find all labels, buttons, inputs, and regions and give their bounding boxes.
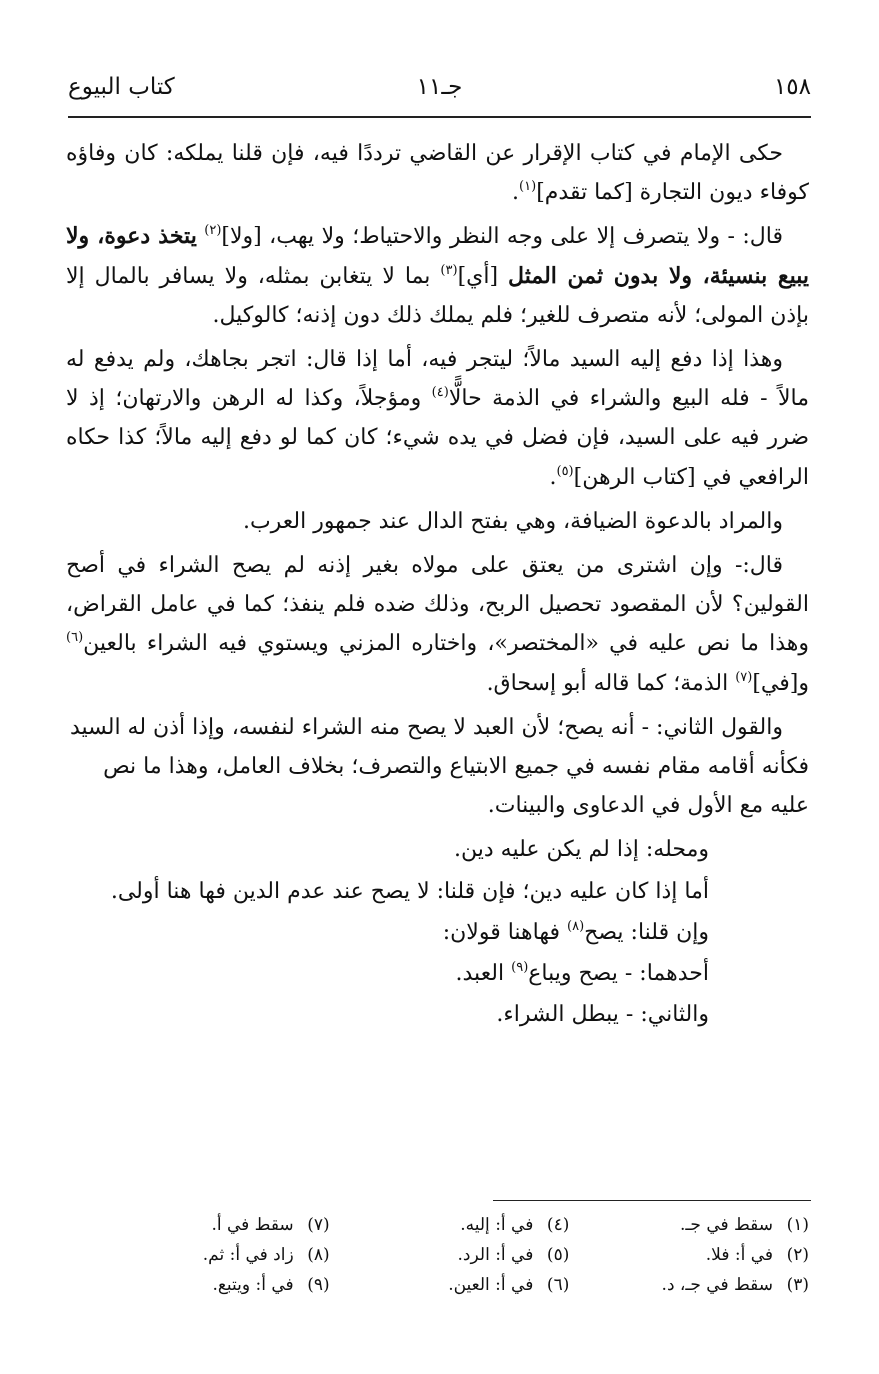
footnote xyxy=(609,1242,809,1268)
text-run: قال: - ولا يتصرف إلا على وجه النظر والاحتياط؛ ولا يهب، [ولا] xyxy=(221,224,784,250)
footnote xyxy=(609,1272,809,1298)
paragraph xyxy=(66,502,809,541)
footnote-number: (٧) xyxy=(307,1215,330,1235)
footnote xyxy=(130,1242,330,1268)
text-run: ومحله: إذا لم يكن عليه دين. xyxy=(454,837,709,863)
footnote-marker: (٢) xyxy=(204,223,222,239)
footnote-number: (٢) xyxy=(786,1245,809,1265)
footnotes xyxy=(130,1212,809,1298)
text-run: والثاني: - يبطل الشراء. xyxy=(496,1002,709,1028)
text-run: ومؤجلاً، وكذا له الرهن والارتهان؛ إذ لا ضرر فيه على السيد، فإن فضل في يده شيء؛ كان كما لو دفع إليه مالاً؛ كذا حكاه الرافعي في [كتاب الرهن] xyxy=(66,386,809,490)
bold-text: يتخذ دعوة، ولا يبيع بنسيئة، ولا بدون ثمن المثل xyxy=(66,223,809,289)
book-title: كتاب البيوع xyxy=(68,74,175,100)
footnote-marker: (٥) xyxy=(556,463,574,479)
body-text xyxy=(66,134,809,1036)
footnote-marker: (٧) xyxy=(735,669,753,685)
footnote-text: في أ: الرد. xyxy=(457,1245,534,1265)
footnote-number: (٦) xyxy=(546,1275,570,1295)
text-run: [أي] xyxy=(457,263,509,289)
footnote-number: (٥) xyxy=(546,1245,570,1265)
paragraph xyxy=(66,340,809,497)
text-run: العبد. xyxy=(455,961,512,987)
footnote xyxy=(370,1212,570,1238)
text-run: حكى الإمام في كتاب الإقرار عن القاضي ترددًا فيه، فإن قلنا يملكه: كان وفاؤه كوفاء ديون التجارة [كما تقدم] xyxy=(66,141,809,206)
footnote xyxy=(130,1212,330,1238)
footnote xyxy=(370,1242,570,1268)
text-run: والمراد بالدعوة الضيافة، وهي بفتح الدال عند جمهور العرب. xyxy=(242,508,783,534)
text-run: أحدهما: - يصح ويباع xyxy=(528,961,709,987)
text-run: فهاهنا قولان: xyxy=(442,919,568,945)
footnote-number: (٤) xyxy=(546,1215,570,1235)
paragraph xyxy=(66,217,809,335)
paragraph xyxy=(66,830,809,869)
footnote-number: (٣) xyxy=(786,1275,809,1295)
text-run: بما لا يتغابن بمثله، ولا يسافر بالمال إلا بإذن المولى؛ لأنه متصرف للغير؛ فلم يملك ذلك دون إذنه؛ كالوكيل. xyxy=(66,263,809,328)
footnote-text: زاد في أ: ثم. xyxy=(202,1245,294,1265)
footnote-marker: (٦) xyxy=(66,630,84,646)
footnote-marker: (٤) xyxy=(431,385,449,401)
volume-label: جـ١١ xyxy=(416,74,463,100)
paragraph xyxy=(66,913,809,952)
text-run: . xyxy=(512,180,520,206)
text-run: الذمة؛ كما قاله أبو إسحاق. xyxy=(486,670,736,696)
footnote xyxy=(370,1272,570,1298)
footnote-number: (٨) xyxy=(307,1245,330,1265)
footnote-marker: (٨) xyxy=(567,918,585,934)
text-run: . xyxy=(549,464,557,490)
paragraph xyxy=(66,954,809,993)
footnote-text: سقط في أ. xyxy=(211,1215,294,1235)
footnote-rule xyxy=(493,1200,811,1201)
footnote-text: سقط في جـ، د. xyxy=(661,1275,773,1295)
header-rule xyxy=(68,116,811,118)
footnote-number: (٩) xyxy=(307,1275,330,1295)
footnote-text: في أ: فلا. xyxy=(705,1245,773,1265)
footnote-text: سقط في جـ. xyxy=(680,1215,773,1235)
footnote-marker: (٩) xyxy=(511,960,529,976)
text-run: أما إذا كان عليه دين؛ فإن قلنا: لا يصح عند عدم الدين فها هنا أولى. xyxy=(110,878,709,904)
paragraph xyxy=(66,134,809,212)
paragraph xyxy=(66,546,809,703)
footnote-text: في أ: ويتبع. xyxy=(212,1275,294,1295)
footnote-number: (١) xyxy=(786,1215,809,1235)
footnote-marker: (٣) xyxy=(440,262,458,278)
text-run: قال:- وإن اشترى من يعتق على مولاه بغير إذنه لم يصح الشراء في أصح القولين؟ لأن المقصود تحصيل الربح، وذلك ضده فلم ينفذ؛ كما في عامل القراض، وهذا ما نص عليه في «المختصر»، واختاره المزني ويستوي فيه الشراء بالعين xyxy=(66,553,809,657)
footnote-text: في أ: إليه. xyxy=(460,1215,534,1235)
footnote xyxy=(609,1212,809,1238)
page-number: ١٥٨ xyxy=(773,74,811,100)
footnote-text: في أ: العين. xyxy=(448,1275,534,1295)
running-header xyxy=(68,74,811,110)
text-run: وهذا إذا دفع إليه السيد مالاً؛ ليتجر فيه، أما إذا قال: اتجر بجاهك، ولم يدفع له مالاً - فله البيع والشراء في الذمة حالًّا xyxy=(66,347,810,412)
text-run: وإن قلنا: يصح xyxy=(584,919,709,945)
text-run: و[في] xyxy=(752,670,809,696)
footnote-marker: (١) xyxy=(519,179,537,195)
text-run: والقول الثاني: - أنه يصح؛ لأن العبد لا يصح منه الشراء لنفسه، وإذا أذن له السيد فكأنه أقامه مقام نفسه في جميع الابتياع والتصرف؛ بخلاف العامل، وهذا ما نص عليه مع الأول في الدعاوى والبينات. xyxy=(69,714,809,819)
paragraph xyxy=(66,995,809,1034)
footnote xyxy=(130,1272,330,1298)
paragraph xyxy=(66,708,809,826)
paragraph xyxy=(66,872,809,911)
